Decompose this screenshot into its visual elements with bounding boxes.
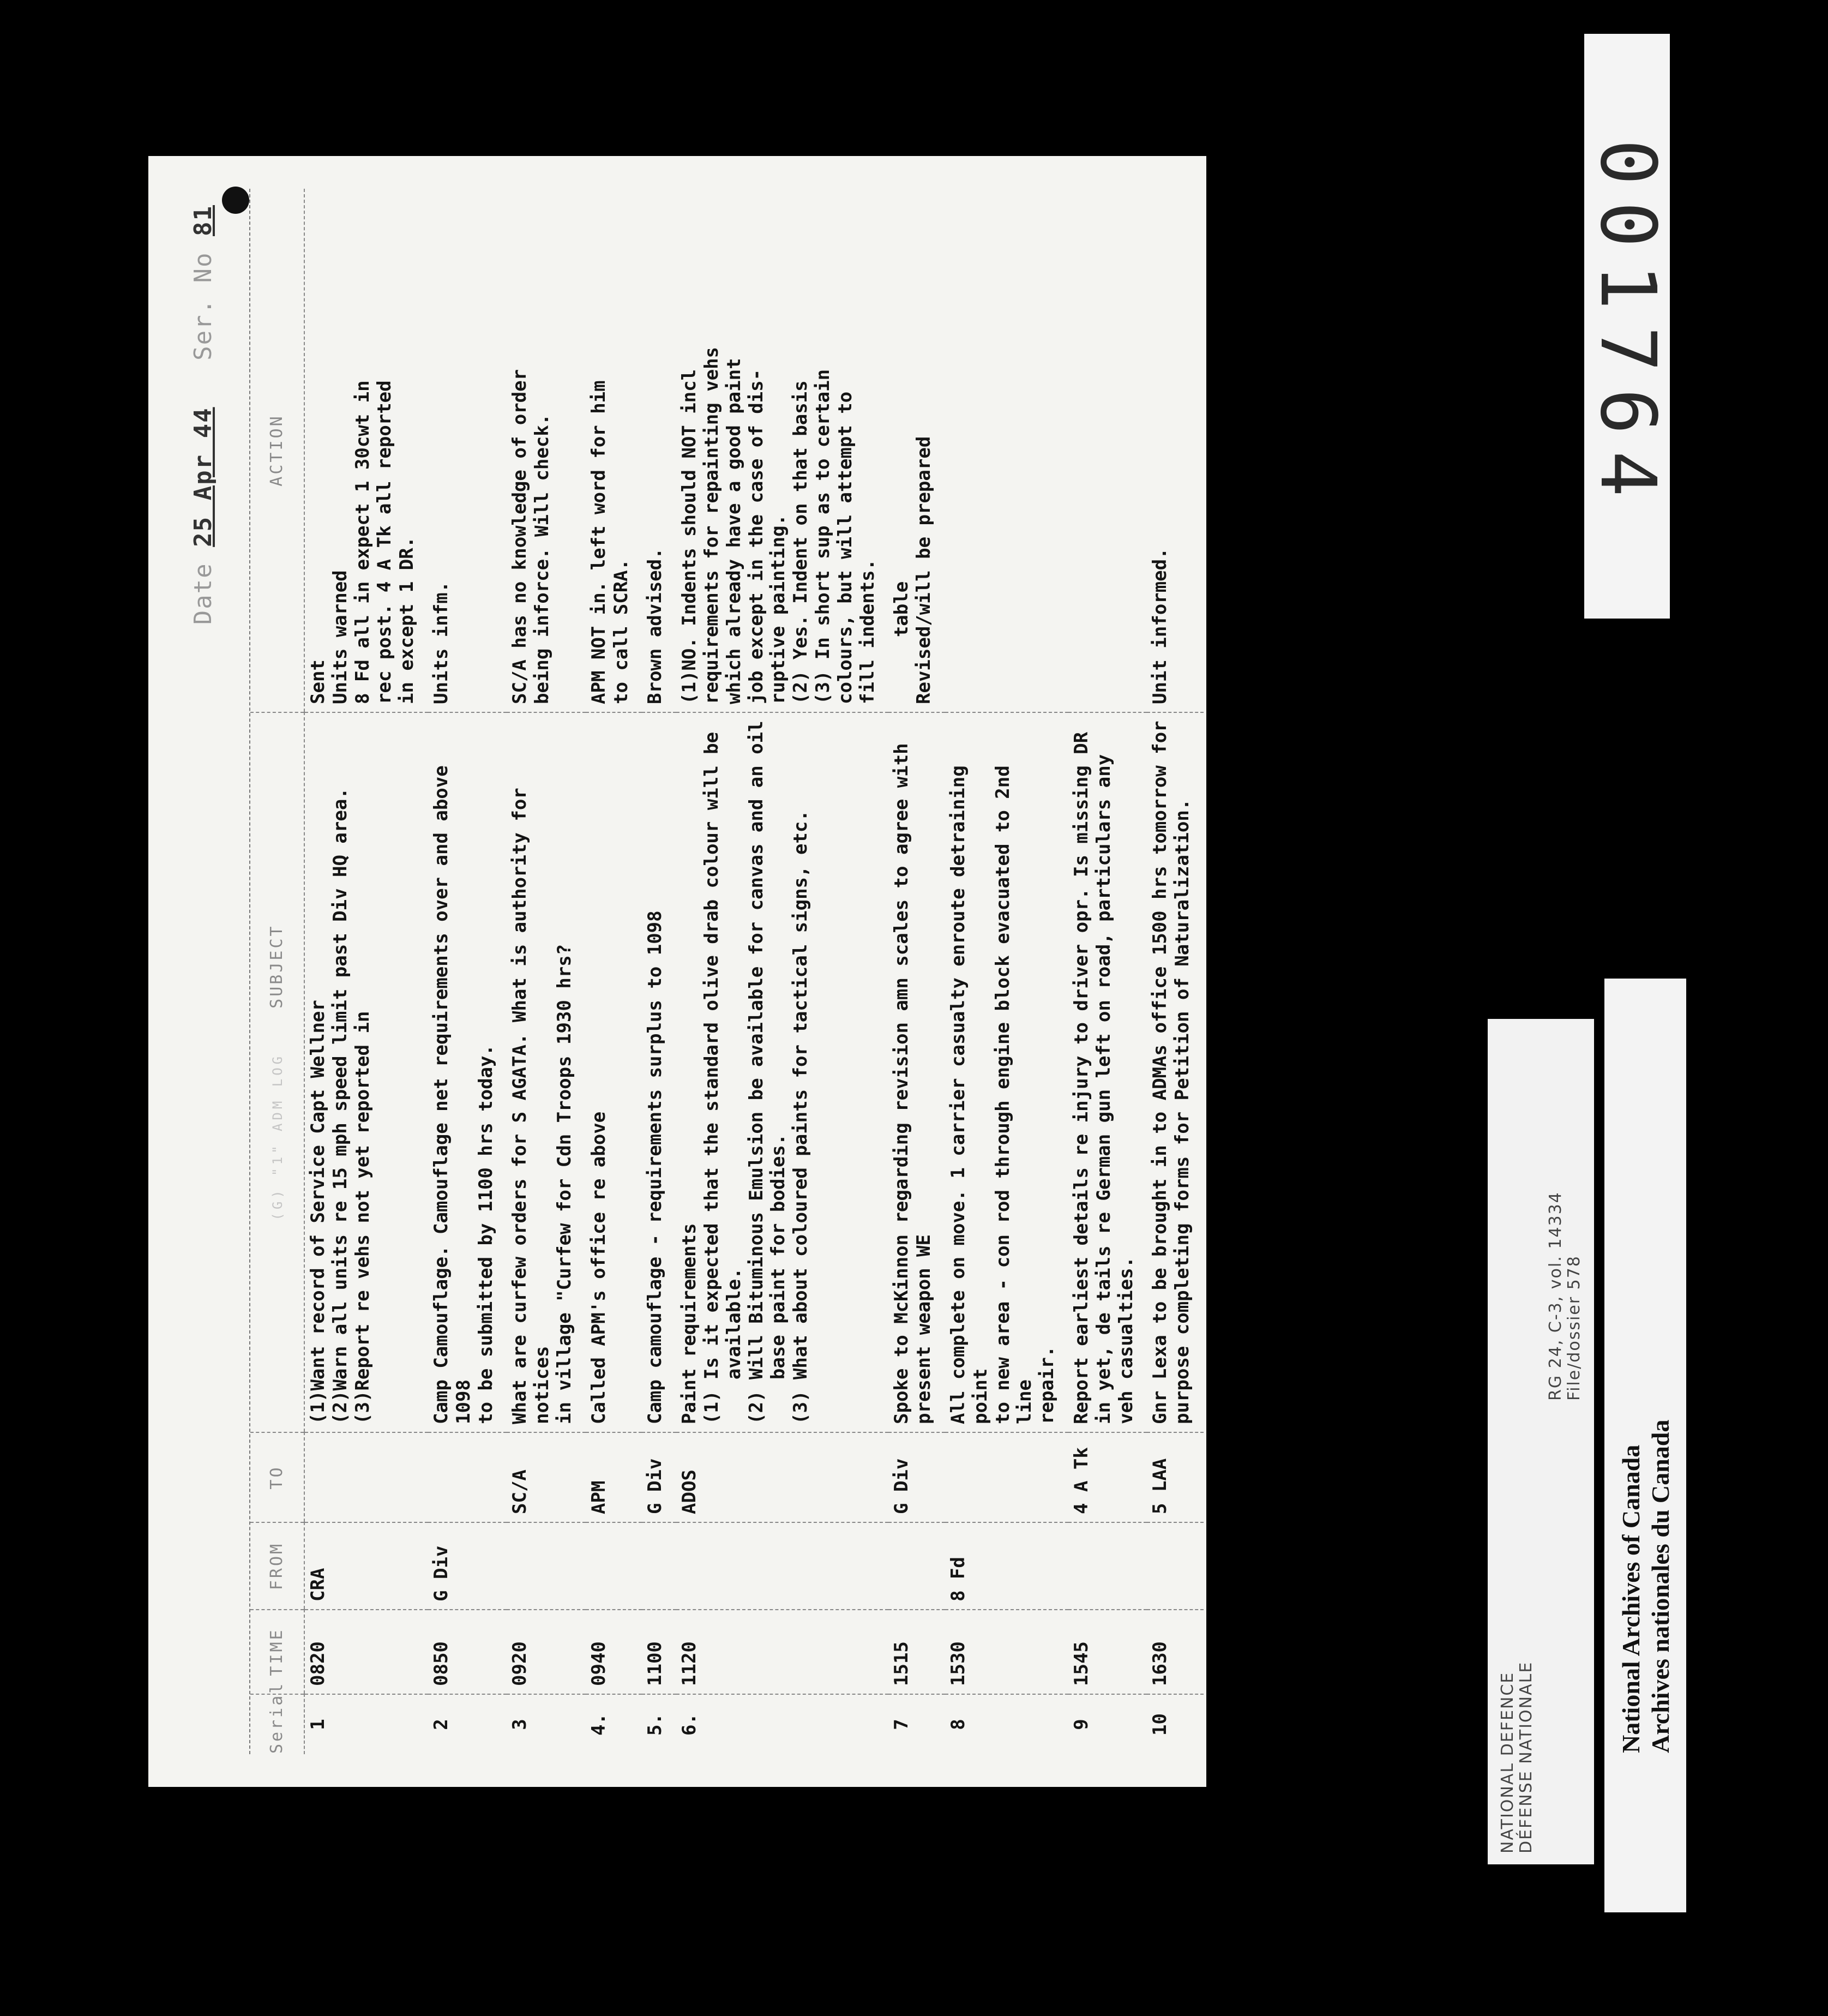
cell-subject: Spoke to McKinnon regarding revision amn scales to agree with present weapon WE <box>888 712 945 1432</box>
cell-subject: (1)Want record of Service Capt Wellner (2)Warn all units re 15 mph speed limit past Div HQ area. (3)Report re vehs not yet reported in <box>304 712 428 1432</box>
cell-from: G Div <box>428 1522 507 1610</box>
log-row <box>1068 189 1147 1754</box>
log-sheet <box>148 156 1206 1787</box>
header-subject-label: SUBJECT <box>267 924 286 1009</box>
log-row <box>304 189 428 1754</box>
rg-line-2: File/dossier 578 <box>1565 1255 1584 1401</box>
cell-action: SC/A has no knowledge of order being inforce. Will check. <box>507 189 585 712</box>
cell-action: APM NOT in. left word for him to call SCRA. <box>586 189 642 712</box>
frame-number-tab <box>1584 34 1670 619</box>
cell-from <box>642 1522 676 1610</box>
cell-to <box>945 1432 1068 1522</box>
header-action: ACTION <box>250 189 304 712</box>
log-row <box>676 189 888 1754</box>
header-time: TIME <box>250 1610 304 1694</box>
defence-reference-label <box>1488 1019 1594 1864</box>
header-subject <box>250 712 304 1432</box>
cell-to: APM <box>586 1432 642 1522</box>
cell-time: 0940 <box>586 1610 642 1694</box>
archives-line-2: Archives nationales du Canada <box>1646 1419 1674 1753</box>
cell-time: 0850 <box>428 1610 507 1694</box>
cell-time: 1515 <box>888 1610 945 1694</box>
serial-value: 81 <box>189 205 217 236</box>
cell-from: 8 Fd <box>945 1522 1068 1610</box>
log-row <box>586 189 642 1754</box>
archives-label <box>1604 979 1686 1912</box>
cell-time: 1120 <box>676 1610 888 1694</box>
cell-subject: All complete on move. 1 carrier casualty enroute detraining point to new area - con rod through engine block evacuated to 2nd line repair. <box>945 712 1068 1432</box>
log-header-row <box>250 189 304 1754</box>
cell-serial: 2 <box>430 1719 452 1730</box>
cell-to: G Div <box>888 1432 945 1522</box>
sheet-header <box>178 189 250 1754</box>
rg-text-block <box>1547 1191 1584 1401</box>
cell-serial: 7 <box>891 1719 913 1730</box>
cell-serial: 5. <box>644 1713 666 1736</box>
cell-to <box>428 1432 507 1522</box>
cell-time: 1545 <box>1068 1610 1147 1694</box>
cell-serial: 1 <box>307 1719 329 1730</box>
header-from: FROM <box>250 1522 304 1610</box>
log-row <box>642 189 676 1754</box>
defence-line-2: DÉFENSE NATIONALE <box>1517 1661 1536 1853</box>
date-label: Date <box>189 562 217 625</box>
log-sheet-rotated <box>148 156 1206 1787</box>
header-to: TO <box>250 1432 304 1522</box>
faint-header: (G) "1" ADM LOG <box>270 1053 285 1221</box>
frame-number: 001764 <box>1583 139 1672 513</box>
cell-subject: Paint requirements (1) Is it expected that the standard olive drab colour will be available. (2) Will Bituminous Emulsion be available for canvas and an oil base paint for bodies. (3) What about coloured paints for tactical signs, etc. <box>676 712 888 1432</box>
cell-action: (1)NO. Indents should NOT incl requirements for repainting vehs which already have a good paint job except in the case of dis- ruptive painting. (2) Yes. Indent on that basis (3) In short sup as to certain colours, but will attempt to fill indents. <box>676 189 888 712</box>
serial-label: Ser. No <box>189 251 217 361</box>
cell-from <box>1147 1522 1204 1610</box>
cell-serial: 4. <box>587 1713 610 1736</box>
cell-time: 0920 <box>507 1610 585 1694</box>
punch-hole-icon <box>222 187 249 214</box>
cell-to: SC/A <box>507 1432 585 1522</box>
cell-time: 0820 <box>304 1610 428 1694</box>
cell-action: Sent Units warned 8 Fd all in expect 1 30cwt in rec post. 4 A Tk all reported in except 1 DR. <box>304 189 428 712</box>
cell-subject: Camp camouflage - requirements surplus to 1098 <box>642 712 676 1432</box>
cell-from <box>676 1522 888 1610</box>
cell-action <box>945 189 1068 712</box>
cell-serial: 10 <box>1149 1713 1171 1736</box>
cell-serial: 9 <box>1070 1719 1092 1730</box>
cell-to: G Div <box>642 1432 676 1522</box>
cell-from <box>507 1522 585 1610</box>
cell-subject: What are curfew orders for S AGATA. What is authority for notices in village "Curfew for Cdn Troops 1930 hrs? <box>507 712 585 1432</box>
log-row <box>945 189 1068 1754</box>
cell-subject: Report earliest details re injury to driver opr. Is missing DR in yet, de tails re German gun left on road, particulars any veh casualties. <box>1068 712 1147 1432</box>
log-table <box>250 189 1204 1754</box>
cell-serial: 6. <box>678 1713 701 1736</box>
cell-to: ADOS <box>676 1432 888 1522</box>
cell-action: table Revised/will be prepared <box>888 189 945 712</box>
cell-from: CRA <box>304 1522 428 1610</box>
archives-text-block <box>1616 1420 1675 1753</box>
cell-serial: 3 <box>509 1719 531 1730</box>
cell-from <box>888 1522 945 1610</box>
log-row <box>1147 189 1204 1754</box>
defence-text-block <box>1499 1661 1536 1853</box>
cell-subject: Camp Camouflage. Camouflage net requirements over and above 1098 to be submitted by 1100 hrs today. <box>428 712 507 1432</box>
date-line <box>189 205 217 625</box>
cell-to: 4 A Tk <box>1068 1432 1147 1522</box>
cell-action: Unit informed. <box>1147 189 1204 712</box>
header-serial: Serial <box>250 1694 304 1754</box>
rg-line-1: RG 24, C-3, vol. 14334 <box>1546 1191 1565 1401</box>
cell-time: 1100 <box>642 1610 676 1694</box>
cell-time: 1630 <box>1147 1610 1204 1694</box>
cell-action: Units infm. <box>428 189 507 712</box>
cell-from <box>1068 1522 1147 1610</box>
cell-subject: Gnr Lexa to be brought in to ADMAs office 1500 hrs tomorrow for purpose completing forms for Petition of Naturalization. <box>1147 712 1204 1432</box>
cell-action <box>1068 189 1147 712</box>
cell-time: 1530 <box>945 1610 1068 1694</box>
cell-from <box>586 1522 642 1610</box>
log-row <box>428 189 507 1754</box>
log-row <box>888 189 945 1754</box>
cell-to <box>304 1432 428 1522</box>
cell-serial: 8 <box>947 1719 969 1730</box>
cell-action: Brown advised. <box>642 189 676 712</box>
defence-line-1: NATIONAL DEFENCE <box>1498 1671 1517 1853</box>
date-value: 25 Apr 44 <box>189 407 217 547</box>
archives-line-1: National Archives of Canada <box>1617 1444 1645 1753</box>
cell-to: 5 LAA <box>1147 1432 1204 1522</box>
log-row <box>507 189 585 1754</box>
cell-subject: Called APM's office re above <box>586 712 642 1432</box>
